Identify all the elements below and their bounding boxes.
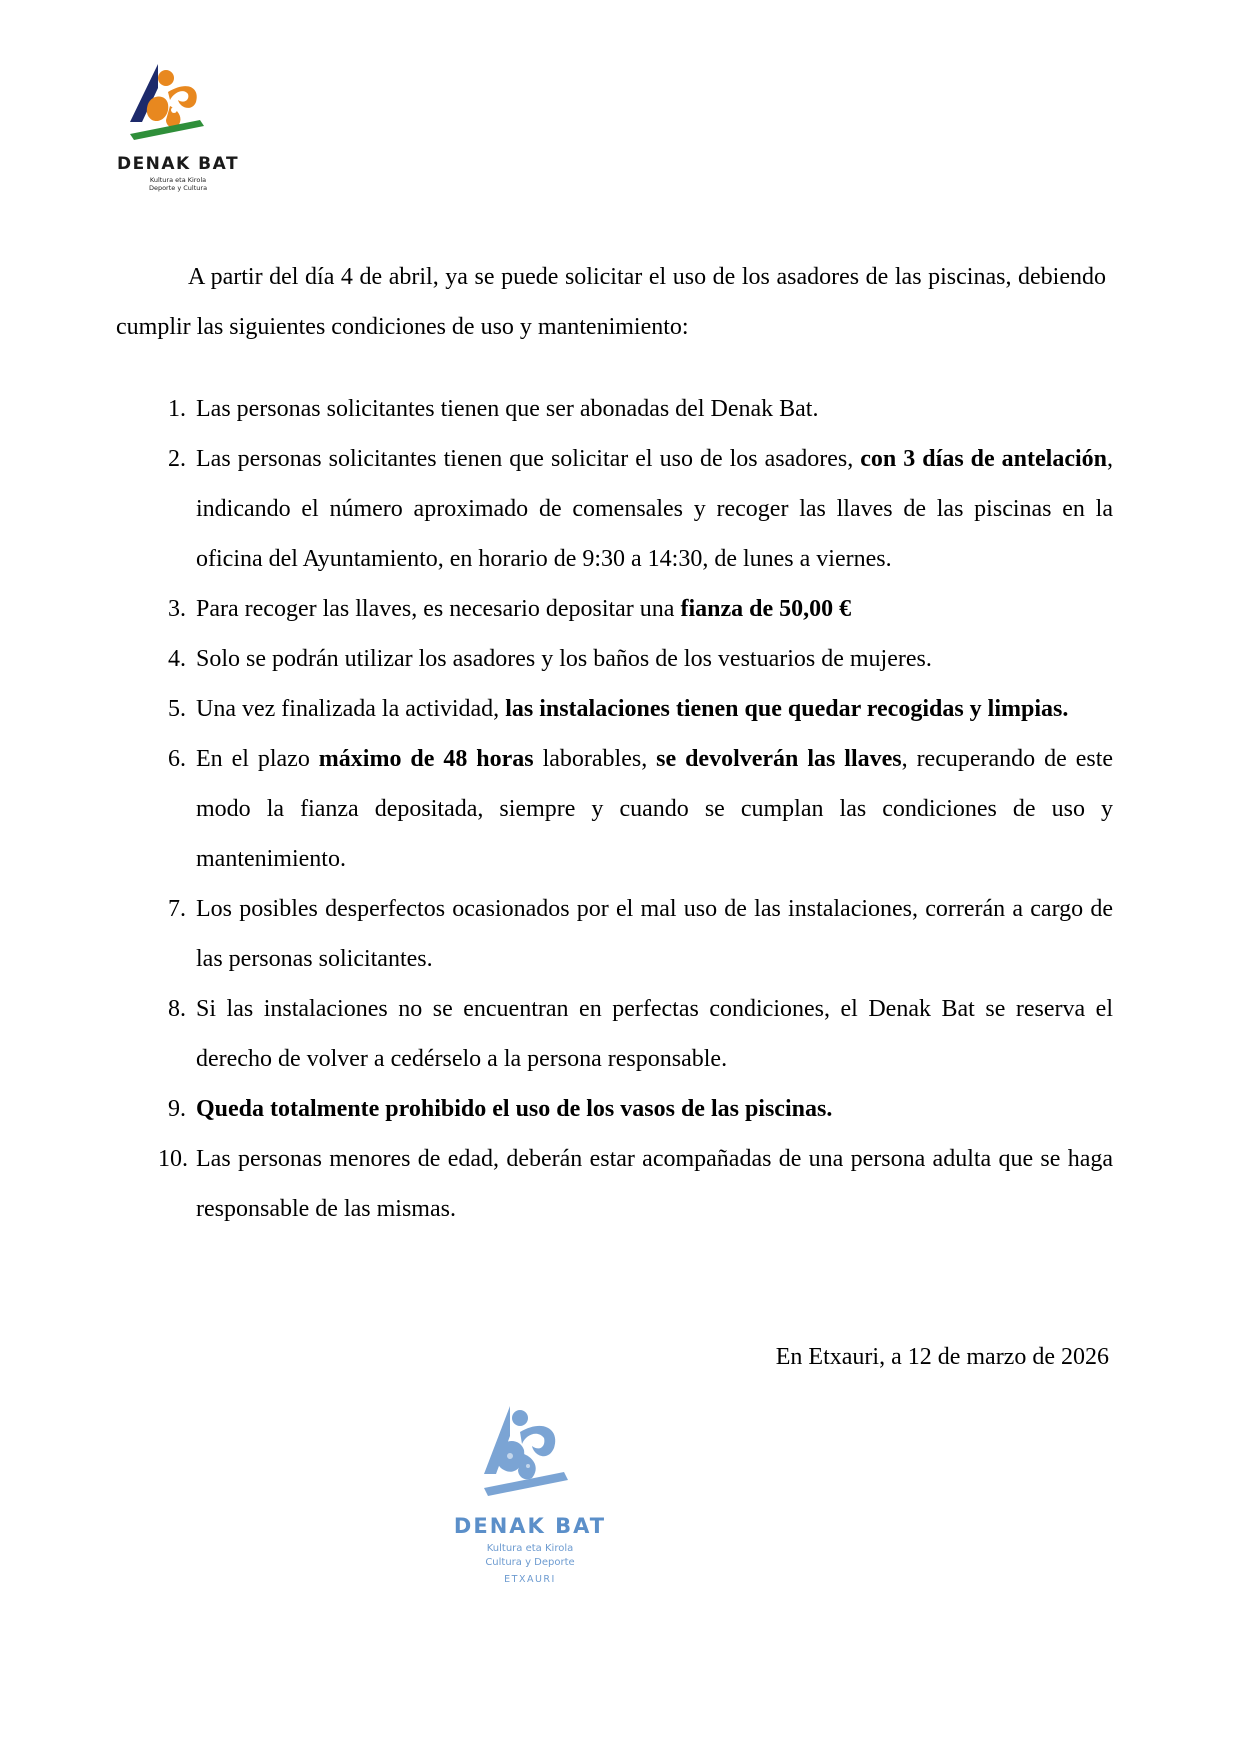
condition-text <box>196 1134 1113 1234</box>
condition-text-part: Los posibles desperfectos ocasionados por el mal uso de las instalaciones, correrán a cargo de las personas solicitantes. <box>196 896 1113 972</box>
condition-text-bold: las instalaciones tienen que quedar recogidas y limpias. <box>505 696 1069 722</box>
condition-item <box>116 684 1116 734</box>
condition-item <box>116 634 1116 684</box>
stamp-line1: Kultura eta Kirola <box>486 1543 574 1554</box>
condition-text-part: Las personas solicitantes tienen que solicitar el uso de los asadores, <box>196 446 861 472</box>
logo-brand-text: DENAK BAT <box>116 154 240 174</box>
condition-number: 7. <box>168 896 186 922</box>
condition-text <box>196 1084 1113 1134</box>
condition-text-part: Solo se podrán utilizar los asadores y los baños de los vestuarios de mujeres. <box>196 646 932 672</box>
stamp-brand-text: DENAK BAT <box>453 1514 607 1538</box>
condition-text-part: , recuperando de este modo la fianza depositada, siempre y cuando se cumplan las condiciones de uso y mantenimiento. <box>196 746 1114 872</box>
condition-item <box>116 1134 1116 1234</box>
stamp-emblem-icon <box>440 1396 620 1511</box>
denak-bat-stamp <box>440 1396 620 1596</box>
condition-text-part: , indicando el número aproximado de comensales y recoger las llaves de las piscinas en la oficina del Ayuntamiento, en horario de 9:30 a 14:30, de lunes a viernes. <box>196 446 1114 572</box>
condition-text <box>196 734 1113 884</box>
condition-text-bold: fianza de 50,00 € <box>680 596 852 622</box>
stamp-line2: Cultura y Deporte <box>485 1557 575 1568</box>
condition-number: 2. <box>168 446 186 472</box>
condition-number: 4. <box>168 646 186 672</box>
logo-emblem-icon <box>108 60 248 155</box>
condition-text <box>196 584 1113 634</box>
condition-text-part: En el plazo <box>196 746 319 772</box>
condition-number: 6. <box>168 746 186 772</box>
condition-text-part: Las personas solicitantes tienen que ser abonadas del Denak Bat. <box>196 396 819 422</box>
condition-text-part: Si las instalaciones no se encuentran en perfectas condiciones, el Denak Bat se reserva el derecho de volver a cedérselo a la persona responsable. <box>196 996 1113 1072</box>
condition-text-part: Para recoger las llaves, es necesario depositar una <box>196 596 681 622</box>
condition-text-part: laborables, <box>533 746 657 772</box>
date-line: En Etxauri, a 12 de marzo de 2026 <box>775 1344 1109 1370</box>
condition-item <box>116 884 1116 984</box>
condition-item <box>116 984 1116 1084</box>
condition-text <box>196 434 1113 584</box>
condition-number: 3. <box>168 596 186 622</box>
condition-text-bold: Queda totalmente prohibido el uso de los vasos de las piscinas. <box>196 1096 833 1122</box>
condition-text <box>196 884 1113 984</box>
condition-item <box>116 1084 1116 1134</box>
condition-text <box>196 634 1113 684</box>
condition-text-bold: se devolverán las llaves <box>656 746 902 772</box>
condition-text <box>196 684 1196 734</box>
condition-text-part: Las personas menores de edad, deberán estar acompañadas de una persona adulta que se haga responsable de las mismas. <box>196 1146 1113 1222</box>
condition-number: 8. <box>168 996 186 1022</box>
condition-item <box>116 734 1116 884</box>
logo-subtitle-line2: Deporte y Cultura <box>148 184 208 192</box>
denak-bat-logo <box>108 60 248 200</box>
stamp-line3: ETXAURI <box>504 1574 556 1585</box>
condition-number: 1. <box>168 396 186 422</box>
conditions-list <box>116 384 1116 1234</box>
condition-text-bold: con 3 días de antelación <box>860 446 1108 472</box>
condition-number: 9. <box>168 1096 186 1122</box>
condition-text <box>196 384 1113 434</box>
condition-text-part: Una vez finalizada la actividad, <box>196 696 506 722</box>
condition-item <box>116 384 1116 434</box>
condition-item <box>116 584 1116 634</box>
condition-text <box>196 984 1113 1084</box>
condition-number: 5. <box>168 696 186 722</box>
condition-item <box>116 434 1116 584</box>
logo-subtitle-line1: Kultura eta Kirola <box>149 176 207 184</box>
intro-paragraph: A partir del día 4 de abril, ya se puede solicitar el uso de los asadores de las piscinas, debiendo cumplir las siguientes condiciones de uso y mantenimiento: <box>116 264 1106 340</box>
condition-number: 10. <box>158 1146 188 1172</box>
condition-text-bold: máximo de 48 horas <box>318 746 534 772</box>
